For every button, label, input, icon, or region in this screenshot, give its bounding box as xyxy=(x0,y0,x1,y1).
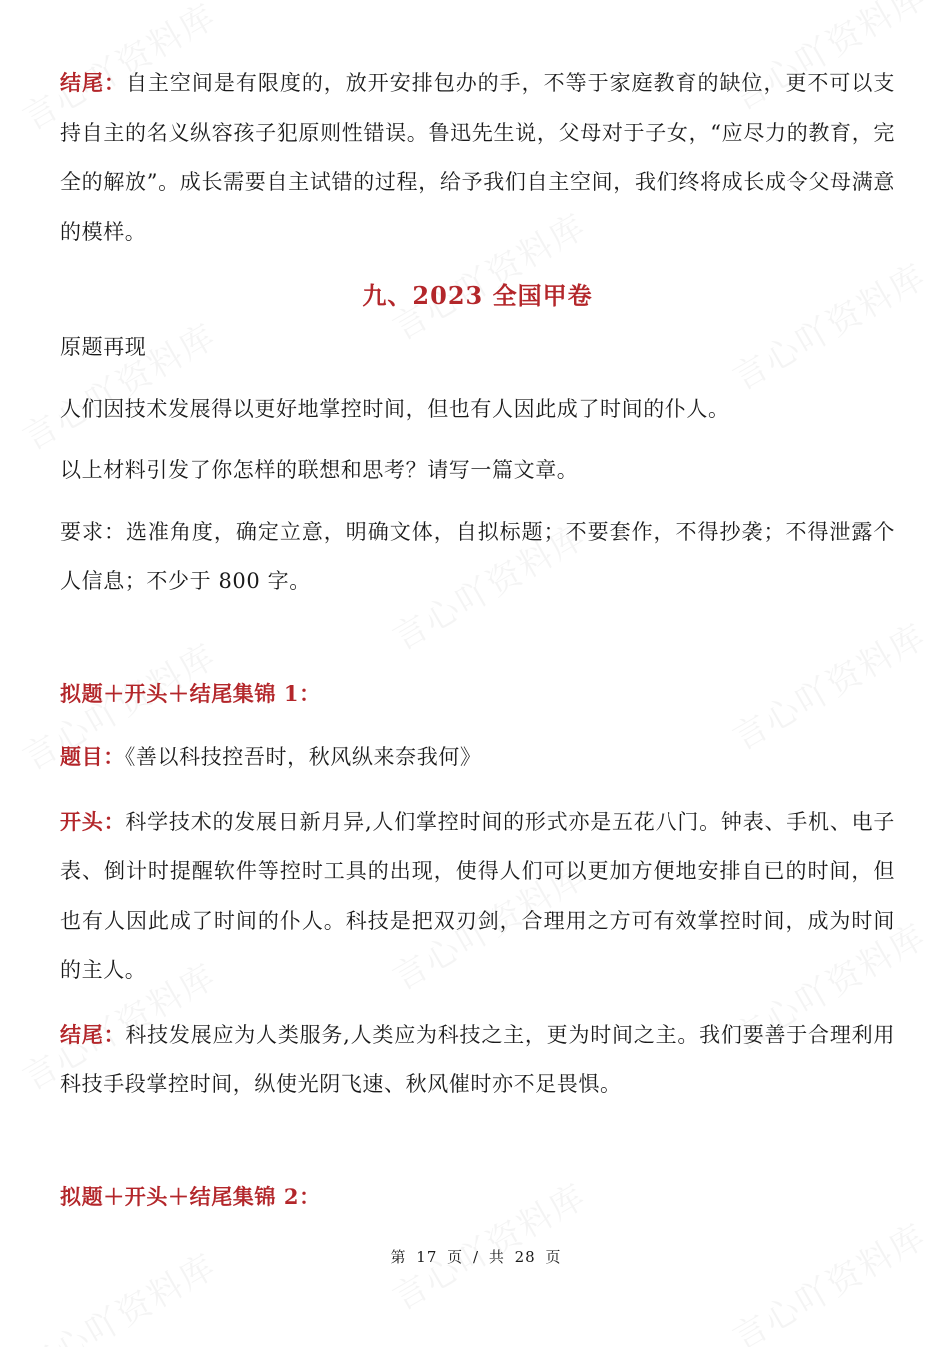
section-title: 九、2023 全国甲卷 xyxy=(362,281,593,310)
ending-label: 结尾： xyxy=(60,70,126,95)
document-body xyxy=(60,58,895,1221)
footer-suffix: 页 xyxy=(545,1248,562,1266)
prompt-question: 以上材料引发了你怎样的联想和思考？请写一篇文章。 xyxy=(60,458,579,482)
opening-text: 科学技术的发展日新月异,人们掌控时间的形式亦是五花八门。钟表、手机、电子表、倒计时提醒软件等控时工具的出现，使得人们可以更加方便地安排自已的时间，但也有人因此成了时间的仆人。科技是把双刃剑，合理用之方可有效掌控时间，成为时间的主人。 xyxy=(60,809,895,982)
watermark xyxy=(722,1209,934,1347)
ending-text: 科技发展应为人类服务,人类应为科技之主，更为时间之主。我们要善于合理利用科技手段掌控时间，纵使光阴飞速、秋风催时亦不足畏惧。 xyxy=(60,1022,895,1096)
footer-total-pages: 28 xyxy=(514,1248,536,1266)
collection-2-heading: 拟题＋开头＋结尾集锦 2： xyxy=(60,1183,321,1209)
footer-prefix: 第 xyxy=(390,1248,407,1266)
title-text: 《善以科技控吾时，秋风纵来奈我何》 xyxy=(124,745,482,769)
prompt-heading: 原题再现 xyxy=(60,335,147,359)
ending-label: 结尾： xyxy=(60,1021,126,1047)
ending-text: 自主空间是有限度的，放开安排包办的手，不等于家庭教育的缺位，更不可以支持自主的名义纵容孩子犯原则性错误。鲁迅先生说，父母对于子女，“应尽力的教育，完全的解放”。成长需要自主试错的过程，给予我们自主空间，我们终将成长成令父母满意的模样。 xyxy=(60,71,895,244)
footer-page-word: 页 xyxy=(447,1248,464,1266)
opening-label: 开头： xyxy=(60,808,126,834)
previous-ending-paragraph xyxy=(60,58,895,257)
prompt-material: 人们因技术发展得以更好地掌控时间，但也有人因此成了时间的仆人。 xyxy=(60,396,730,421)
collection-1-heading: 拟题＋开头＋结尾集锦 1： xyxy=(60,680,321,706)
prompt-requirement: 要求：选准角度，确定立意，明确文体，自拟标题；不要套作，不得抄袭；不得泄露个人信息；不少于 800 字。 xyxy=(60,519,895,593)
collection-1-ending xyxy=(60,1010,895,1110)
footer-current-page: 17 xyxy=(416,1248,438,1266)
footer-separator: / xyxy=(472,1248,480,1266)
footer-total-prefix: 共 xyxy=(488,1248,505,1266)
title-label: 题目： xyxy=(60,744,125,769)
page-footer xyxy=(0,1246,952,1267)
collection-1-opening xyxy=(60,797,895,996)
collection-1-title xyxy=(60,732,895,783)
